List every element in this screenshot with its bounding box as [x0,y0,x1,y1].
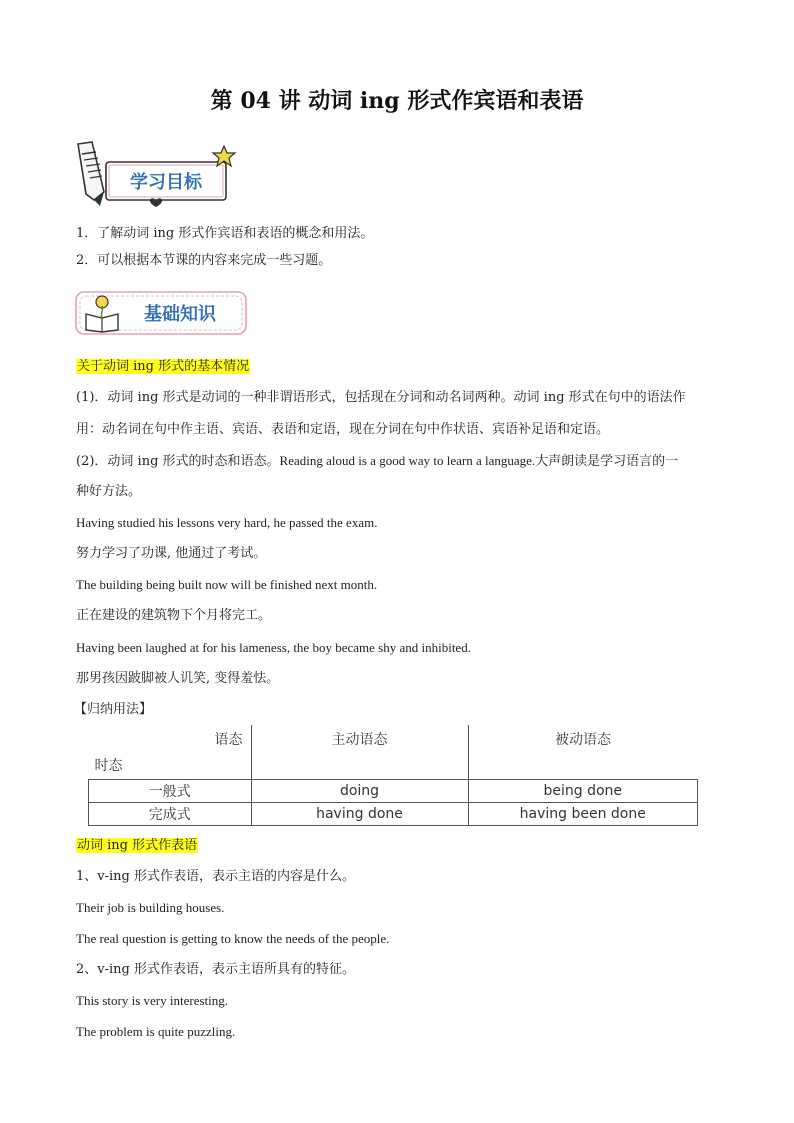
example-sentence: Their job is building houses. [76,900,225,915]
book-banner-graphic [72,288,252,338]
highlighted-heading: 关于动词 ing 形式的基本情况 [77,359,250,374]
active-form-cell: having done [251,802,468,825]
rule-text: 2、v-ing 形式作表语，表示主语所具有的特征。 [76,962,355,977]
tense-cell: 完成式 [89,802,252,825]
learning-goals-banner [72,140,242,216]
example-sentence: The problem is quite puzzling. [76,1024,236,1039]
example-sentence: This story is very interesting. [76,993,229,1008]
example-sentence: Having studied his lessons very hard, he passed the exam. [76,515,378,530]
example-sentence: The building being built now will be finished next month. [76,577,378,592]
header-passive-voice: 被动语态 [468,725,698,779]
basic-knowledge-label: 基础知识 [144,304,216,325]
active-form-cell: doing [251,779,468,802]
tense-voice-table [88,725,698,826]
highlighted-heading: 动词 ing 形式作表语 [77,838,198,853]
example-sentence: The real question is getting to know the needs of the people. [76,931,390,946]
passive-form-cell: having been done [468,802,698,825]
paragraph-line: (1)．动词 ing 形式是动词的一种非谓语形式，包括现在分词和动名词两种。动词 ing 形式在句中的语法作 [76,390,686,405]
example-translation: 那男孩因跛脚被人讥笑, 变得羞怯。 [76,671,280,686]
table-corner-cell [89,725,252,779]
header-active-voice: 主动语态 [251,725,468,779]
paragraph-line: 种好方法。 [76,484,142,499]
example-sentence: Having been laughed at for his lameness, the boy became shy and inhibited. [76,640,471,655]
page-title: 第 04 讲 动词 ing 形式作宾语和表语 [210,88,584,114]
paragraph-line: 用：动名词在句中作主语、宾语、表语和定语，现在分词在句中作状语、宾语补足语和定语。 [76,422,610,437]
learning-goals-label: 学习目标 [130,172,202,193]
section-heading [76,836,198,856]
paragraph-line [76,451,678,472]
paragraph-text: 大声朗读是学习语言的一 [535,454,679,469]
rule-text: 1、v-ing 形式作表语，表示主语的内容是什么。 [76,869,355,884]
goal-item: 1．了解动词 ing 形式作宾语和表语的概念和用法。 [76,226,374,241]
corner-voice-label: 语态 [214,732,243,748]
pencil-icon [78,142,104,206]
passive-form-cell: being done [468,779,698,802]
section-heading [76,357,250,377]
example-translation: 正在建设的建筑物下个月将完工。 [76,608,272,623]
english-sentence: Reading aloud is a good way to learn a language. [279,453,536,468]
basic-knowledge-banner [72,288,252,342]
pencil-banner-graphic [72,140,242,212]
goal-item: 2．可以根据本节课的内容来完成一些习题。 [76,253,332,268]
corner-tense-label: 时态 [94,757,123,774]
example-translation: 努力学习了功课, 他通过了考试。 [76,546,267,561]
summary-heading: 【归纳用法】 [74,702,153,717]
paragraph-text: (2)．动词 ing 形式的时态和语态。 [76,454,280,469]
tense-cell: 一般式 [89,779,252,802]
